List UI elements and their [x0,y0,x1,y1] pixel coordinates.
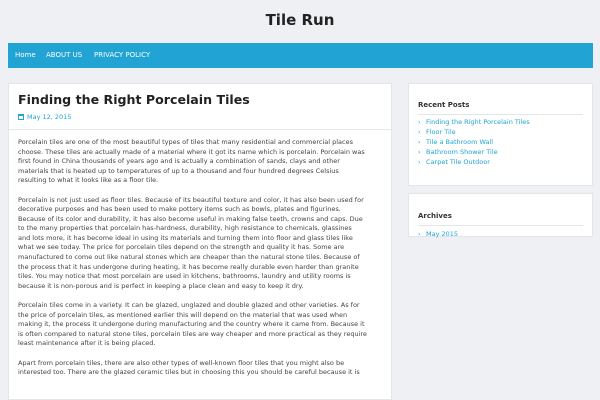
chevron-right-icon: › [418,230,421,238]
archives-widget [408,193,593,237]
recent-posts-title: Recent Posts [418,101,470,109]
recent-posts-list [418,117,530,167]
widget-divider [418,114,583,115]
paragraph-line: because it is non-porous and is perfect in keeping a place clean and easy to keep it dry. [18,281,304,290]
chevron-right-icon: › [418,138,421,146]
paragraph-line: is often compared to natural stone tiles, porcelain tiles are way cheaper and more practical as they require [18,329,367,338]
post-date[interactable]: May 12, 2015 [27,113,72,121]
paragraph-line: decorative purposes and has been used to make pottery items such as bowls, plates and figurines. [18,205,341,214]
nav-about-us[interactable]: ABOUT US [46,51,83,59]
recent-post-link-label[interactable]: Tile a Bathroom Wall [426,138,494,146]
paragraph-line: least maintenance after it is being placed. [18,339,156,348]
paragraph-line: resulting to what it looks like as a floor tile. [18,176,159,185]
recent-post-link-label[interactable]: Finding the Right Porcelain Tiles [426,118,530,126]
nav-home[interactable]: Home [15,51,36,59]
paragraph-line: to the many properties that porcelain has-hardness, durability, high resistance to chemicals, glassines [18,224,352,233]
recent-post-link-label[interactable]: Carpet Tile Outdoor [426,158,490,166]
recent-post-link-label[interactable]: Floor Tile [426,128,456,136]
recent-post-link[interactable] [418,127,530,137]
nav-privacy-policy[interactable]: PRIVACY POLICY [94,51,151,59]
recent-post-link[interactable] [418,147,530,157]
archive-link-label[interactable]: May 2015 [426,230,459,238]
recent-post-link[interactable] [418,117,530,127]
recent-post-link-label[interactable]: Bathroom Shower Tile [426,148,498,156]
paragraph-line: making it, the process it undergone during manufacturing and the country where it came from. Because it [18,320,365,329]
post-paragraph [18,196,388,291]
post-article [8,83,392,400]
chevron-right-icon: › [418,158,421,166]
paragraph-line: tiles. You may notice that most porcelain are used in kitchens, bathrooms, laundry and utility rooms is [18,272,351,281]
chevron-right-icon: › [418,128,421,136]
site-header [0,0,600,42]
paragraph-line: and lots more, it has become ideal in using its materials and turning them into floor and glass tiles like [18,233,353,242]
paragraph-line: the price of porcelain tiles, as mentioned earlier this will depend on the material that was used when [18,310,348,319]
paragraph-line: materials that is heated up to temperatures of up to a thousand and four hundred degrees Celsius [18,166,339,175]
paragraph-line: the process that it has undergone during heating, it has become really durable even harder than granite [18,262,359,271]
archive-link[interactable] [418,229,458,239]
calendar-icon [18,114,24,120]
title-divider [9,129,391,130]
recent-posts-widget [408,83,593,186]
archives-list [418,229,458,239]
recent-post-link[interactable] [418,157,530,167]
post-content [18,138,388,388]
paragraph-line: first found in China thousands of years ago and is actually a combination of sands, clays and other [18,157,340,166]
paragraph-line: Porcelain is not just used as floor tiles. Because of its beautiful texture and color, it has also been used for [18,195,364,204]
widget-divider [418,225,583,226]
paragraph-line: Porcelain tiles are one of the most beautiful types of tiles that many residential and commercial places [18,138,353,146]
post-paragraph [18,301,388,349]
archives-title: Archives [418,212,452,220]
post-meta [18,113,71,121]
paragraph-line: choose. These tiles are actually made of a material where it got its name which is porcelain. Porcelain was [18,147,365,156]
post-paragraph [18,138,388,186]
site-title[interactable]: Tile Run [265,11,335,29]
paragraph-line: manufactured to come out like natural stones which are cheaper than the natural stone tiles. Because of [18,253,360,262]
main-navigation [8,43,593,68]
paragraph-line: what we see today. The price for porcelain tiles depend on the strength and quality it has. Some are [18,243,345,252]
paragraph-line: Because of its color and durability, it has also become useful in making false teeth, crowns and caps. Due [18,214,363,223]
chevron-right-icon: › [418,148,421,156]
post-paragraph [18,359,388,378]
post-title[interactable]: Finding the Right Porcelain Tiles [18,92,250,107]
paragraph-line: Porcelain tiles come in a variety. It can be glazed, unglazed and double glazed and other varieties. As for [18,301,360,310]
paragraph-line: Apart from porcelain tiles, there are also other types of well-known floor tiles that you might also be [18,358,345,367]
paragraph-line: interested too. There are the glazed ceramic tiles but in choosing this you should be careful because it is [18,368,360,377]
recent-post-link[interactable] [418,137,530,147]
chevron-right-icon: › [418,118,421,126]
